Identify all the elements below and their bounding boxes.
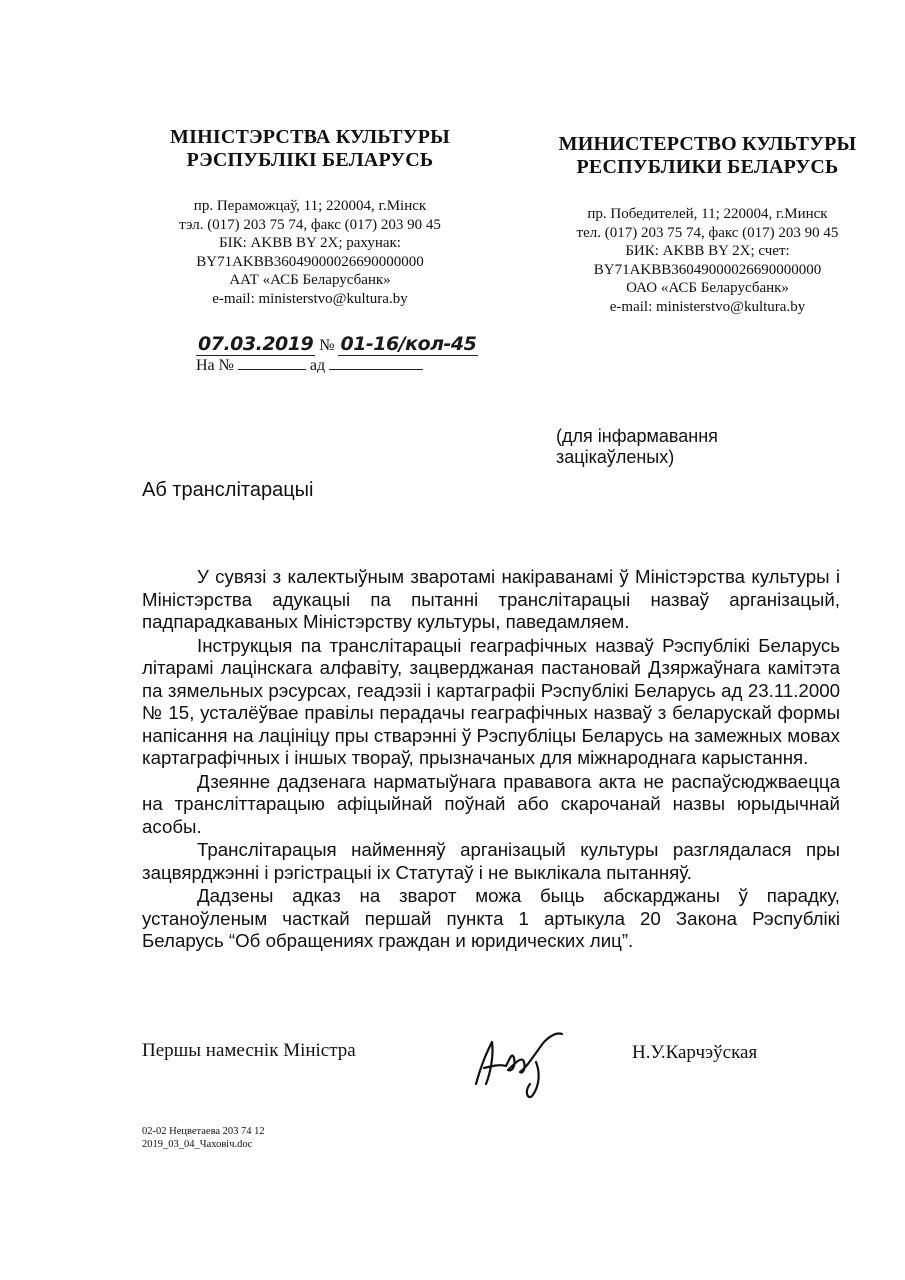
letter-subject: Аб транслітарацыі [142,479,314,501]
org-phone: тэл. (017) 203 75 74, факс (017) 203 90 45 [179,216,441,233]
body-paragraph: Дадзены адказ на зварот можа быць абскарджаны ў парадку, устаноўленым часткай першай пункта 1 артыкула 20 Закона Рэспублікі Беларусь “Об обращениях граждан и юридических лиц”. [142,885,840,951]
body-paragraph: Інструкцыя па транслітарацыі геаграфічных назваў Рэспублікі Беларусь літарамі лацінскага алфавіту, зацверджаная пастановай Дзяржаўнага камітэта па зямельных рэсурсах, геадэзіі і картаграфіі Рэспублікі Беларусь ад 23.11.2000 № 15, усталёўвае правілы перадачы геаграфічных назваў з беларускай формы напісання на лацініцу пры стварэнні ў Рэспубліцы Беларусь на замежных мовах картаграфічных і іншых твораў, прызначаных для міжнароднага карыстання. [142,634,840,768]
reply-label: На № [196,357,234,374]
body-paragraph: У сувязі з калектыўным зваротамі накіраванамі ў Міністэрства культуры і Міністэрства адукацыі па пытанні транслітарацыі назваў арганізацый, падпарадкаваных Міністэрству культуры, паведамляем. [142,566,840,632]
reply-from-label: ад [309,357,326,374]
org-email: e-mail: ministerstvo@kultura.by [609,298,806,315]
handwritten-signature [466,1022,586,1102]
file-name: 2019_03_04_Чаховіч.doc [142,1139,253,1150]
reply-number-blank [238,369,306,370]
org-address: пр. Пераможцаў, 11; 220004, г.Мінск [193,198,427,214]
recipient-line1: (для інфармавання [556,426,718,446]
executor-footer [142,1125,265,1151]
signatory-position: Першы намеснік Міністра [142,1040,356,1061]
org-bank-code: БИК: AKBB BY 2X; счет: [625,243,790,259]
letterhead-russian [535,133,880,316]
org-account: BY71AKBB36049000026690000000 [593,261,822,278]
reply-reference-line [196,357,423,375]
org-bank: ААТ «АСБ Беларусбанк» [229,272,391,288]
org-bank-code: БІК: AKBB BY 2X; рахунак: [219,235,401,251]
org-details [140,197,480,308]
org-email: e-mail: ministerstvo@kultura.by [212,290,408,307]
registration-line [196,333,478,355]
reply-date-blank [329,369,423,370]
signatory-name: Н.У.Карчэўская [632,1042,758,1063]
org-phone: тел. (017) 203 75 74, факс (017) 203 90 45 [576,224,839,241]
outgoing-date: 07.03.2019 [198,333,314,355]
body-paragraph: Транслітарацыя найменняў арганізацый культуры разглядалася пры зацвярджэнні і рэгістрацыі іх Статутаў і не выклікала пытанняў. [142,839,840,883]
outgoing-number: 01-16/кол-45 [340,333,477,355]
org-title-line1: МІНІСТЭРСТВА КУЛЬТУРЫ [170,126,450,148]
letter-body [142,566,840,953]
org-bank: ОАО «АСБ Беларусбанк» [626,280,789,296]
org-account: BY71AKBB36049000026690000000 [196,253,424,270]
org-title-line1: МИНИСТЕРСТВО КУЛЬТУРЫ [558,133,857,155]
recipient-line2: зацікаўленых) [556,447,675,467]
recipient-block [556,426,806,468]
org-title-line2: РЕСПУБЛИКИ БЕЛАРУСЬ [576,156,839,178]
org-address: пр. Победителей, 11; 220004, г.Минск [587,206,828,222]
letterhead-belarusian [140,126,480,308]
executor-info: 02-02 Нецветаева 203 74 12 [142,1126,265,1137]
number-sign: № [319,337,335,354]
body-paragraph: Дзеянне дадзенага нарматыўнага прававога акта не распаўсюджваецца на трансліттарацыю афіцыйнай поўнай або скарочанай назвы юрыдычнай асобы. [142,770,840,837]
org-title-line2: РЭСПУБЛІКІ БЕЛАРУСЬ [186,149,434,171]
org-details [535,205,880,316]
